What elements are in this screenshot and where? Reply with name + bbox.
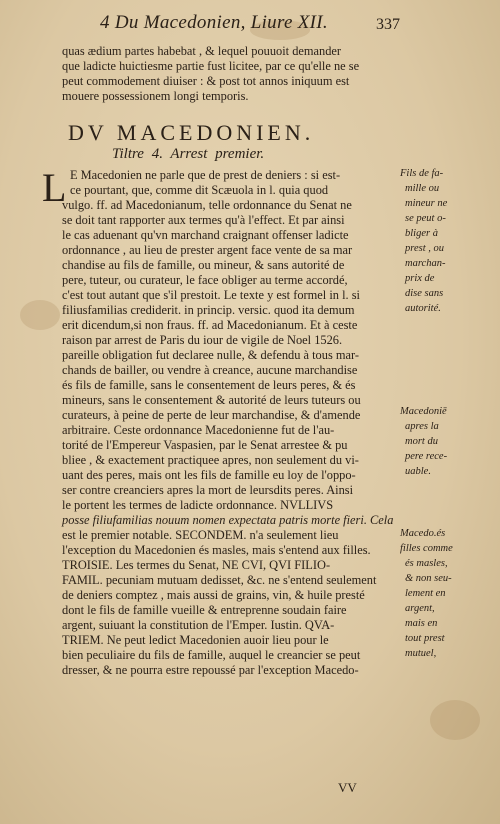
text-line: argent, suiuant la constitution de l'Emper. Iustin. QVA- (62, 618, 335, 632)
text-line: filiusfamilias crediderit. in princip. versic. quod ita demum (62, 303, 355, 317)
margin-note: Macedo.és (400, 528, 446, 539)
margin-note: tout prest (405, 633, 445, 644)
text-line: FAMIL. pecuniam mutuam dedisset, &c. ne s'entend seulement (62, 573, 377, 587)
text-line: ser contre creanciers apres la mort de leursdits peres. Ainsi (62, 483, 354, 497)
text-line: arbitraire. Ceste ordonnance Macedonienne fut de l'au- (62, 423, 335, 437)
margin-note: pere rece- (405, 451, 448, 462)
margin-note: prix de (405, 273, 435, 284)
text-line: se doit tant rapporter aux termes qu'à l'effect. Et par ainsi (62, 213, 345, 227)
text-line: chands de bailler, ou vendre à creance, aucune marchandise (62, 363, 358, 377)
text-line: dont le fils de famille vueille & entreprenne soudain faire (62, 603, 347, 617)
margin-note: mort du (405, 436, 438, 447)
margin-note: Fils de fa- (400, 168, 444, 179)
margin-note: bliger à (405, 228, 438, 239)
margin-note: dise sans (405, 288, 444, 299)
text-line: pareille obligation fut declaree nulle, & defendu à tous mar- (62, 348, 360, 362)
text-line: mouere possessionem longi temporis. (62, 89, 249, 103)
margin-note: marchan- (405, 258, 446, 269)
text-line: TRIEM. Ne peut ledict Macedonien auoir lieu pour le (62, 633, 329, 647)
section-subhead: Tiltre 4. Arrest premier. (112, 146, 265, 162)
margin-note: Macedoniē (400, 406, 447, 417)
page-header (0, 10, 500, 38)
text-line: posse filiufamilias nouum nomen expectata patris morte fieri. Cela (62, 513, 394, 527)
text-line: peut commodement diuiser : & post tot annos iniquum est (62, 74, 350, 88)
margin-note: lement en (405, 588, 446, 599)
margin-note: mille ou (405, 183, 440, 194)
text-line: l'exception du Macedonien és masles, mais s'entend aux filles. (62, 543, 371, 557)
catchword: VV (338, 780, 357, 795)
margin-note: filles comme (400, 543, 453, 554)
text-line: E Macedonien ne parle que de prest de deniers : si est- (70, 168, 341, 182)
margin-note: és masles, (405, 558, 448, 569)
margin-note: mineur ne (405, 198, 448, 209)
text-line: torité de l'Empereur Vaspasien, par le Senat arrestee & pu (62, 438, 348, 452)
text-line: TROISIE. Les termes du Senat, NE CVI, QVI FILIO- (62, 558, 331, 572)
page-number: 337 (376, 16, 400, 33)
margin-note: prest , ou (405, 243, 444, 254)
margin-note: mutuel, (405, 648, 437, 659)
text-line: que ladicte huictiesme partie fust licitee, par ce qu'elle ne se (62, 59, 360, 73)
text-line: de deniers comptez , mais aussi de grains, vin, & huile presté (62, 588, 365, 602)
text-line: ce pourtant, que, comme dit Scæuola in l. quia quod (70, 183, 329, 197)
text-line: c'est tout autant que s'il prestoit. Le texte y est formel in l. si (62, 288, 360, 302)
running-head: 4 Du Macedonien, Liure XII. (100, 12, 328, 33)
margin-note: mais en (405, 618, 438, 629)
margin-note: argent, (405, 603, 435, 614)
text-line: chandise au fils de famille, ou mineur, & sans autorité de (62, 258, 345, 272)
text-line: bien peculiaire du fils de famille, auquel le creancier se peut (62, 648, 361, 662)
margin-note: autorité. (405, 303, 441, 314)
text-line: le portent les termes de ladicte ordonnance. NVLLIVS (62, 498, 334, 512)
text-line: erit dicendum,si non fraus. ff. ad Macedonianum. Et à ceste (62, 318, 358, 332)
section-title: DV MACEDONIEN. (68, 120, 315, 145)
text-line: bliee , & exactement practiquee apres, non seulement du vi- (62, 453, 359, 467)
text-line: vulgo. ff. ad Macedonianum, telle ordonnance du Senat ne (62, 198, 352, 212)
text-line: uant des peres, mais ont les fils de famille eu loy de l'oppo- (62, 468, 356, 482)
text-line: est le premier notable. SECONDEM. n'a seulement lieu (62, 528, 339, 542)
margin-note: & non seu- (405, 573, 452, 584)
text-line: dresser, & ne pourra estre repoussé par l'exception Macedo- (62, 663, 359, 677)
drop-cap: L (42, 165, 67, 210)
text-line: le cas aduenant qu'vn marchand craignant offenser ladicte (62, 228, 349, 242)
text-line: quas ædium partes habebat , & lequel pouuoit demander (62, 44, 342, 58)
text-line: mineurs, sans le consentement & autorité de leurs tuteurs ou (62, 393, 361, 407)
text-line: raison par arrest de Paris du iour de vigile de Noel 1526. (62, 333, 343, 347)
text-line: curateurs, à peine de perte de leur marchandise, & d'amende (62, 408, 361, 422)
text-line: pere, tuteur, ou curateur, le face obliger au terme accordé, (62, 273, 348, 287)
text-line: ordonnance , au lieu de prester argent face vente de sa mar (62, 243, 353, 257)
margin-note: apres la (405, 421, 439, 432)
margin-note: uable. (405, 466, 431, 477)
margin-note: se peut o- (405, 213, 446, 224)
text-line: és fils de famille, sans le consentement de leurs peres, & és (62, 378, 356, 392)
